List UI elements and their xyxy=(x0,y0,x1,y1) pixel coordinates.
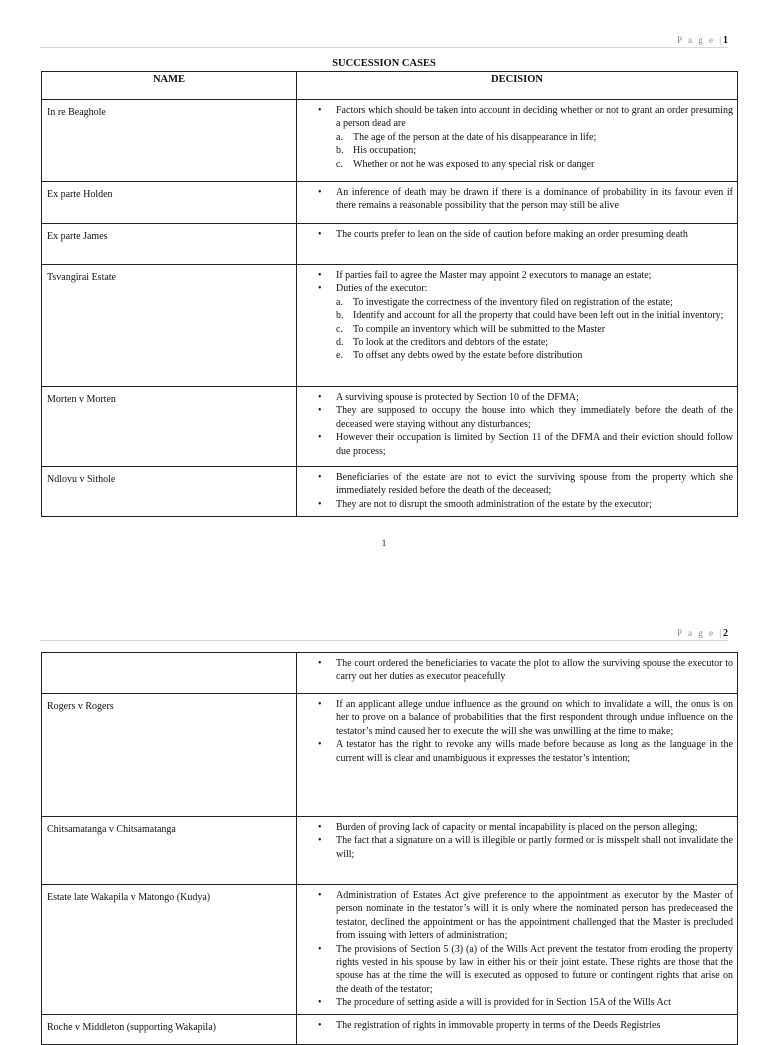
page-header: P a g e |2 xyxy=(677,628,728,639)
decision-subitem: b. His occupation; xyxy=(336,145,417,157)
decision-bullet: • They are not to disrupt the smooth administration of the estate by the executor; xyxy=(301,498,733,511)
case-decision xyxy=(297,885,738,1015)
case-decision xyxy=(297,467,738,517)
cases-table xyxy=(41,652,738,1045)
case-name: Ndlovu v Sithole xyxy=(42,467,297,517)
table-row xyxy=(42,817,738,885)
case-name: Rogers v Rogers xyxy=(42,694,297,817)
decision-subitem: c. To compile an inventory which will be submitted to the Master xyxy=(336,323,606,335)
decision-subitem: b. Identify and account for all the property that could have been left out in the initial inventory; xyxy=(336,310,724,322)
decision-bullet: • Beneficiaries of the estate are not to evict the surviving spouse from the property which she immediately resided before the death of the deceased; xyxy=(301,471,733,498)
decision-subitem: e. To offset any debts owed by the estate before distribution xyxy=(336,350,583,362)
case-decision xyxy=(297,265,738,387)
case-name: Estate late Wakapila v Matongo (Kudya) xyxy=(42,885,297,1015)
column-header-decision: DECISION xyxy=(297,72,738,100)
document-title: SUCCESSION CASES xyxy=(332,58,436,69)
table-row xyxy=(42,653,738,694)
decision-bullet: • An inference of death may be drawn if there is a dominance of probability in its favour even if there remains a reasonable possibility that the person may still be alive xyxy=(301,186,733,213)
case-decision xyxy=(297,100,738,182)
decision-bullet: • Duties of the executor: xyxy=(301,282,733,295)
decision-subitem: c. Whether or not he was exposed to any special risk or danger xyxy=(336,158,595,170)
table-row xyxy=(42,694,738,817)
decision-bullet: • The provisions of Section 5 (3) (a) of the Wills Act prevent the testator from eroding the property rights vested in his spouse by law in either his or their joint estate. These rights are those that the spouse has at the time the will is executed as opposed to future or contingent rights that arise on the death of the testator; xyxy=(301,943,733,997)
table-row xyxy=(42,1014,738,1044)
decision-bullet: • They are supposed to occupy the house into which they immediately before the death of the deceased were staying without any disturbances; xyxy=(301,404,733,431)
case-name: Ex parte James xyxy=(42,224,297,265)
page-header: P a g e |1 xyxy=(677,35,728,46)
decision-subitem: d. To look at the creditors and debtors of the estate; xyxy=(336,337,549,349)
case-name: Chitsamatanga v Chitsamatanga xyxy=(42,817,297,885)
case-name: Morten v Morten xyxy=(42,387,297,467)
decision-subitem: a. The age of the person at the date of his disappearance in life; xyxy=(336,131,597,143)
cases-table xyxy=(41,71,738,517)
decision-bullet: • The procedure of setting aside a will is provided for in Section 15A of the Wills Act xyxy=(301,996,733,1009)
document-page-2 xyxy=(0,585,768,1033)
table-row xyxy=(42,467,738,517)
decision-bullet: • A surviving spouse is protected by Section 10 of the DFMA; xyxy=(301,391,733,404)
decision-bullet: • The court ordered the beneficiaries to vacate the plot to allow the surviving spouse the executor to carry out her duties as executor peacefully xyxy=(301,657,733,684)
case-decision xyxy=(297,387,738,467)
header-rule xyxy=(40,47,728,48)
decision-bullet: • Burden of proving lack of capacity or mental incapability is placed on the person alleging; xyxy=(301,821,733,834)
case-decision xyxy=(297,817,738,885)
decision-bullet: • A testator has the right to revoke any wills made before because as long as the language in the current will is clear and unambiguous it expresses the testator’s intention; xyxy=(301,738,733,765)
decision-bullet: • Administration of Estates Act give preference to the appointment as executor by the Master of person nominate in the testator’s will it is only where the nominated person has predeceased the testator, declined the appointment or has the appointment challenged that the Master is precluded from issuing with letters of administration; xyxy=(301,889,733,943)
decision-bullet: • The courts prefer to lean on the side of caution before making an order presuming death xyxy=(301,228,733,241)
case-name xyxy=(42,653,297,694)
case-name: Roche v Middleton (supporting Wakapila) xyxy=(42,1014,297,1044)
decision-subitem: a. To investigate the correctness of the inventory filed on registration of the estate; xyxy=(336,296,673,308)
case-decision xyxy=(297,182,738,224)
decision-bullet: • If parties fail to agree the Master may appoint 2 executors to manage an estate; xyxy=(301,269,733,282)
decision-bullet: • The fact that a signature on a will is illegible or partly formed or is misspelt shall not invalidate the will; xyxy=(301,834,733,861)
case-decision xyxy=(297,694,738,817)
table-header-row xyxy=(42,72,738,100)
case-decision xyxy=(297,224,738,265)
case-name: In re Beaghole xyxy=(42,100,297,182)
page-footer-number: 1 xyxy=(381,538,387,548)
decision-bullet: • However their occupation is limited by Section 11 of the DFMA and their eviction should follow due process; xyxy=(301,431,733,458)
table-row xyxy=(42,885,738,1015)
case-name: Tsvangirai Estate xyxy=(42,265,297,387)
table-row xyxy=(42,224,738,265)
decision-bullet: • Factors which should be taken into account in deciding whether or not to grant an order presuming a person dead are xyxy=(301,104,733,131)
decision-bullet: • The registration of rights in immovable property in terms of the Deeds Registries xyxy=(301,1019,733,1032)
case-decision xyxy=(297,653,738,694)
case-decision xyxy=(297,1014,738,1044)
table-row xyxy=(42,265,738,387)
table-row xyxy=(42,387,738,467)
decision-bullet: • If an applicant allege undue influence as the ground on which to invalidate a will, the onus is on her to prove on a balance of probabilities that the first respondent through undue influence on the testator’s mind caused her to execute the will she was unwilling at the time to make; xyxy=(301,698,733,738)
table-row xyxy=(42,100,738,182)
table-row xyxy=(42,182,738,224)
column-header-name: NAME xyxy=(42,72,297,100)
case-name: Ex parte Holden xyxy=(42,182,297,224)
header-rule xyxy=(40,640,728,641)
